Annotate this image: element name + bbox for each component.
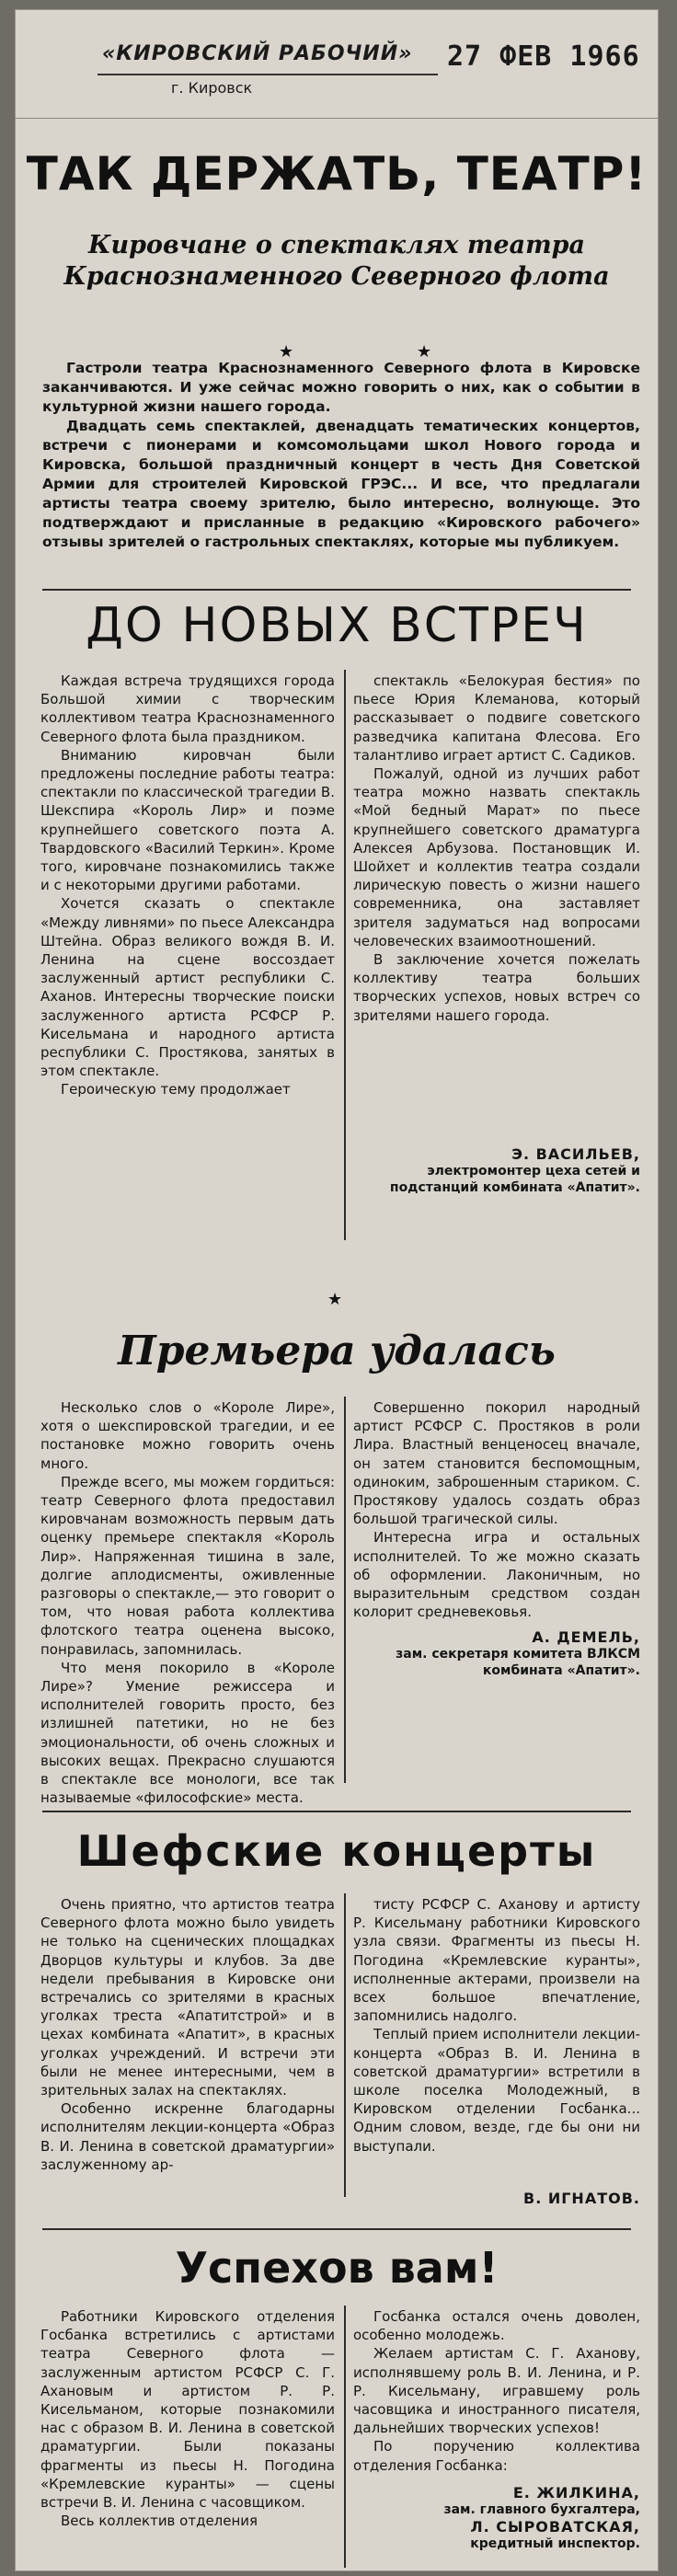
- column-rule: [344, 1397, 346, 1783]
- signature-name: Э. ВАСИЛЬЕВ,: [511, 1145, 640, 1163]
- column-rule: [344, 1893, 346, 2197]
- section-divider: [42, 589, 631, 591]
- main-subtitle: [15, 230, 659, 293]
- section-title-4: Успехов вам!: [175, 2243, 499, 2293]
- section-3-left-column: [40, 1895, 335, 2174]
- article-paragraph: По поручению коллектива отделения Госбанка:: [353, 2438, 640, 2474]
- lead-paragraph: Гастроли театра Краснознаменного Северного флота в Кировске заканчиваются. И уже сейчас можно говорить о них, как о событии в культурной жизни нашего города.: [42, 360, 640, 415]
- city-label: г. Кировск: [171, 79, 253, 97]
- signature-block: [353, 1145, 640, 1196]
- signature-role: электромонтер цеха сетей и подстанций комбината «Апатит».: [389, 1164, 640, 1195]
- article-paragraph: Вниманию кировчан были предложены последние работы театра: спектакли по классической трагедии В. Шекспира «Король Лир» и поэме крупнейшего советского поэта А. Твардовского «Василий Теркин». Кроме того, кировчане познакомились также и с некоторыми другими работами.: [40, 746, 335, 894]
- subtitle-line-2: Краснознаменного Северного флота: [63, 262, 610, 291]
- signature-name: В. ИГНАТОВ.: [523, 2190, 640, 2207]
- section-divider: [42, 1811, 631, 1812]
- section-divider: [42, 2228, 631, 2230]
- article-paragraph: Героическую тему продолжает: [61, 1081, 291, 1098]
- article-paragraph: Желаем артистам С. Г. Аханову, исполнявшему роль В. И. Ленина, и Р. Р. Кисельману, игравшему роль часовщика и иностранного писателя, дальнейших творческих успехов!: [353, 2345, 640, 2437]
- article-paragraph: Очень приятно, что артистов театра Северного флота можно было увидеть не только на сценических площадках Дворцов культуры и клубов. За две недели пребывания в Кировске они встречались со зрителями в красных уголках треста «Апатитстрой» и в цехах комбината «Апатит», в красных уголках учреждений. И встречи эти были не менее интересными, чем в зрительных залах на спектаклях.: [40, 1896, 335, 2099]
- section-title-1: ДО НОВЫХ ВСТРЕЧ: [86, 598, 588, 653]
- section-4-right-column: [353, 2307, 640, 2475]
- star-ornament-icon: ★: [279, 342, 294, 362]
- signature-name: А. ДЕМЕЛЬ,: [532, 1628, 640, 1646]
- article-paragraph: Госбанка остался очень доволен, особенно молодежь.: [353, 2308, 640, 2344]
- article-paragraph: Пожалуй, одной из лучших работ театра можно назвать спектакль «Мой бедный Марат» по пьесе крупнейшего советского драматурга Алексея Арбузова. Постановщик И. Шойхет и коллектив театра создали лирическую повесть о жизни нашего современника, она заставляет зрителя задуматься над вопросами человеческих взаимоотношений.: [353, 765, 640, 949]
- section-3-right-column: [353, 1895, 640, 2156]
- signature-role: зам. главного бухгалтера,: [443, 2502, 640, 2517]
- article-paragraph: Совершенно покорил народный артист РСФСР С. Простяков в роли Лира. Властный венценосец вначале, он затем становится беспомощным, одиноким, заброшенным стариком. С. Простякову удалось создать образ большой трагической силы.: [353, 1399, 640, 1528]
- article-paragraph: Несколько слов о «Короле Лире», хотя о шекспировской трагедии, и ее постановке можно говорить очень много.: [40, 1399, 335, 1472]
- section-1-right-column: [353, 672, 640, 1025]
- article-paragraph: тисту РСФСР С. Аханову и артисту Р. Кисельману работники Кировского узла связи. Фрагменты из пьесы Н. Погодина «Кремлевские куранты», исполненные актерами, произвели на всех большое впечатление, запомнились надолго.: [353, 1896, 640, 2025]
- section-title-2: Премьера удалась: [118, 1328, 556, 1374]
- main-headline: ТАК ДЕРЖАТЬ, ТЕАТР!: [26, 147, 648, 201]
- section-title-3: Шефские концерты: [76, 1826, 597, 1876]
- article-paragraph: Особенно искренне благодарны исполнителям лекции-концерта «Образ В. И. Ленина в советской драматургии» заслуженному ар-: [40, 2100, 335, 2173]
- signature-block: [353, 2190, 640, 2207]
- lead-text: [42, 359, 640, 552]
- subtitle-line-1: Кировчане о спектаклях театра: [87, 231, 586, 259]
- star-ornament-icon: ★: [417, 342, 432, 362]
- signature-role: зам. секретаря комитета ВЛКСМ комбината «Апатит».: [396, 1647, 640, 1678]
- article-paragraph: Интересна игра и остальных исполнителей. То же можно сказать об оформлении. Лаконичным, но выразительным средством создан колорит средневековья.: [353, 1529, 640, 1621]
- paper-name: «КИРОВСКИЙ РАБОЧИЙ»: [102, 42, 413, 65]
- lead-paragraph: Двадцать семь спектаклей, двенадцать тематических концертов, встречи с пионерами и комсомольцами школ Нового города и Кировска, большой праздничный концерт в честь Дня Советской Армии для строителей Кировской ГРЭС... И все, что предлагали артисты театра своему зрителю, было интересно, волнующе. Это подтверждают и присланные в редакцию «Кировского рабочего» отзывы зрителей о гастрольных спектаклях, которые мы публикуем.: [42, 418, 640, 550]
- newspaper-clipping: [15, 9, 659, 2571]
- article-paragraph: В заключение хочется пожелать коллективу театра больших творческих успехов, новых встреч со зрителями нашего города.: [353, 951, 640, 1024]
- article-paragraph: Теплый прием исполнители лекции-концерта «Образ В. И. Ленина в советской драматургии» встретили в школе поселка Молодежный, в Кировском отделении Госбанка... Одним словом, везде, где бы они ни выступали.: [353, 2026, 640, 2155]
- article-paragraph: Хочется сказать о спектакле «Между ливнями» по пьесе Александра Штейна. Образ великого вождя В. И. Ленина на сцене воссоздает заслуженный артист республики С. Аханов. Интересны творческие поиски заслуженного артиста РСФСР Р. Кисельмана и народного артиста республики С. Простякова, занятых в этом спектакле.: [40, 895, 335, 1080]
- article-paragraph: Что меня покорило в «Короле Лире»? Умение режиссера и исполнителей говорить просто, без излишней патетики, но не без эмоциональности, об очень сложных и высоких вещах. Прекрасно слушаются в спектакле все монологи, все так называемые «философские» места.: [40, 1659, 335, 1807]
- article-paragraph: Прежде всего, мы можем гордиться: театр Северного флота предоставил кировчанам возможность первым дать оценку премьере спектакля «Король Лир». Напряженная тишина в зале, долгие аплодисменты, оживленные разговоры о спектакле,— это говорит о том, что новая работа коллектива флотского театра оценена высоко, понравилась, запомнилась.: [40, 1473, 335, 1658]
- article-paragraph: спектакль «Белокурая бестия» по пьесе Юрия Клеманова, который рассказывает о подвиге советского разведчика капитана Флесова. Его талантливо играет артист С. Садиков.: [353, 673, 640, 764]
- signature-block: [353, 2484, 640, 2552]
- column-rule: [344, 670, 346, 1240]
- section-4-left-column: [40, 2307, 335, 2530]
- section-2-right-column: [353, 1398, 640, 1621]
- article-paragraph: Каждая встреча трудящихся города Большой химии с творческим коллективом театра Краснознаменного Северного флота была праздником.: [40, 673, 335, 745]
- column-rule: [344, 2306, 346, 2568]
- section-1-left-column: [40, 672, 335, 1099]
- section-2-left-column: [40, 1398, 335, 1807]
- stamp-underline: [98, 74, 438, 75]
- signature-role: кредитный инспектор.: [470, 2536, 640, 2551]
- date-stamp: 27 ФЕВ 1966: [447, 40, 640, 73]
- article-paragraph: Весь коллектив отделения: [61, 2513, 258, 2530]
- signature-name: Е. ЖИЛКИНА,: [512, 2484, 640, 2501]
- masthead-stamp: [15, 9, 659, 110]
- signature-block: [353, 1628, 640, 1679]
- article-paragraph: Работники Кировского отделения Госбанка встретились с артистами театра Северного флота — заслуженным артистом РСФСР С. Г. Ахановым и артистом Р. Р. Кисельманом, которые познакомили нас с образом В. И. Ленина в советской драматургии. Были показаны фрагменты из пьесы Н. Погодина «Кремлевские куранты» — сцены встречи В. И. Ленина с часовщиком.: [40, 2308, 335, 2512]
- signature-name: Л. СЫРОВАТСКАЯ,: [470, 2518, 640, 2536]
- clip-border: [15, 118, 659, 119]
- star-ornament-icon: ★: [327, 1290, 343, 1309]
